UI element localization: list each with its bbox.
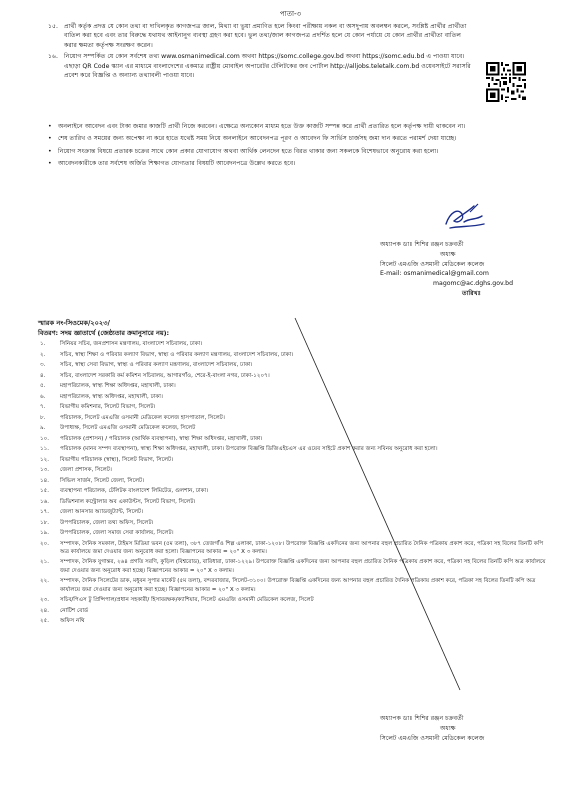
recipient-text: জেলা আনসার অ্যাডজুট্যান্ট, সিলেট। [60,509,144,515]
recipient-text: অফিস নথি [60,618,85,625]
recipient-number: ১২. [40,456,50,463]
recipient-number: ৮. [40,414,46,421]
bullet-icon: • [48,123,52,130]
recipient-text: সম্পাদক, দৈনিক সমকাল, টাইমস মিডিয়া ভবন (৫ম তলা), ৩৮৭ তেজগাঁও শিল্প এলাকা, ঢাকা-১২০৮। উপরোক্ত বিজ্ঞপ্তি একদিনের জন্য আপনার বহুল প্রচারিত দৈনিক পত্রিকায় প্রকাশ করে, পত্রিকা সহ বিলের তিনটি কপি অত্র কার্যালয়ে জমা দেওয়ার জন্য অনুরোধ করা হলো। বিজ্ঞাপনের আকার = ২০" X ৩ কলাম। [60,540,544,555]
recipient-number: ১৩. [40,467,50,473]
recipient-number: ১. [40,341,46,347]
date-label: তারিখঃ [462,289,481,297]
recipient-text: জেলা প্রশাসক, সিলেট। [60,467,112,473]
signatory-designation: অধ্যক্ষ [440,725,456,732]
recipient-text: মহাপরিচালক, স্বাস্থ্য অধিদপ্তর, মহাখালী, ঢাকা। [60,393,163,400]
bullet-icon: • [48,160,52,168]
bullet-text: অনলাইনে আবেদন এবং টাকা জমার কাজটি প্রার্থী নিজে করবেন। এক্ষেত্রে অন্যকোন মাধ্যম হতে উক্ত কাজটি সম্পন্ন করে প্রার্থী প্রতারিত হলে কর্তৃপক্ষ দায়ী থাকবেন না। [58,123,466,130]
signatory-email-primary: E-mail: osmanimedical@gmail.com [380,270,489,278]
recipient-text: বিভাগীয় কমিশনার, সিলেট বিভাগ, সিলেট। [60,404,156,410]
recipient-number: ৬. [40,393,46,400]
recipient-text: ডিভিশনাল কন্ট্রোলার অব একাউন্টস, সিলেট বিভাগ, সিলেট। [60,498,196,505]
recipient-text: সিভিল সার্জন, সিলেট জেলা, সিলেট। [60,477,145,484]
recipient-number: ১৫. [40,488,50,494]
bullet-text: আবেদনকারীকে তার সর্বশেষ অর্জিত শিক্ষাগত যোগ্যতার বিষয়টি আবেদনপত্রে উল্লেখ করতে হবে। [58,160,296,168]
recipient-number: ২০. [40,540,50,547]
distribution-title: বিতরণ: সদয় জ্ঞাতার্থে (জেষ্ঠ্যতার ক্রমানুসারে নয়): [38,329,170,337]
recipient-number: ১১. [40,446,50,452]
recipient-text: উপাধ্যক্ষ, সিলেট এমএজি ওসমানী মেডিকেল কলেজ, সিলেট [60,425,196,431]
bullet-icon: • [48,147,52,155]
recipient-text: মহাপরিচালক, স্বাস্থ্য শিক্ষা অধিদপ্তর, মহাখালী, ঢাকা। [60,383,176,389]
recipient-text: নোটিশ বোর্ড [60,607,89,614]
bullet-text: নিয়োগ সংক্রান্ত বিষয়ে প্রতারক চক্রের সাথে কোন প্রকার যোগাযোগ অথবা আর্থিক লেনদেন হতে বিরত থাকার জন্য সকলকে বিশেষভাবে অনুরোধ করা হলো। [58,147,439,155]
recipient-text: ব্যবস্থাপনা পরিচালক, টেলিটক বাংলাদেশ লিমিটেড, গুলশান, ঢাকা। [60,488,209,494]
recipient-number: ৫. [40,383,46,389]
recipient-number: ২৩. [40,597,50,604]
recipient-text: পরিচালক (মানব সম্পদ ব্যবস্থাপনা), স্বাস্থ্য শিক্ষা অধিদপ্তর, মহাখালী, ঢাকা। উপরোক্ত বিজ্ঞপ্তি ডিজিএইচএস এর ওয়েব সাইটে প্রকাশ করার জন্য সবিনয় অনুরোধ করা হলো। [60,446,438,452]
recipient-number: ১৮. [40,519,50,526]
recipient-number: ৭. [40,404,46,410]
bullet-text: শেষ তারিখ ও সময়ের জন্য অপেক্ষা না করে হাতে যথেষ্ট সময় নিয়ে অনলাইনে আবেদনপত্র পূরণ ও আবেদন ফি সার্ভিস চার্জসহ জমা দান করতে পরামর্শ দেয়া যাচ্ছে। [58,135,457,143]
recipient-text: উপপরিচালক, জেলা তথ্য অফিস, সিলেট। [60,519,154,526]
recipient-number: ২৫. [40,618,50,625]
recipient-text: সচিব/পিএস টু প্রিন্সিপাল/প্রধান সহকারী/ হিসাবরক্ষক/ক্যাশিয়ার, সিলেট এমএজি ওসমানী মেডিকেল কলেজ, সিলেট [60,597,314,604]
recipient-text: সচিব, স্বাস্থ্য শিক্ষা ও পরিবার কল্যাণ বিভাগ, স্বাস্থ্য ও পরিবার কল্যাণ মন্ত্রণালয়, বাংলাদেশ সচিবালয়, ঢাকা। [60,351,294,358]
page-number: পাতা-৩ [279,10,302,18]
bullet-icon: • [48,135,52,143]
signatory-name: অধ্যাপক ডাঃ শিশির রঞ্জন চক্রবর্তী [380,715,464,722]
recipient-text: সিনিয়র সচিব, জনপ্রশাসন মন্ত্রণালয়, বাংলাদেশ সচিবালয়, ঢাকা। [60,341,203,347]
recipient-number: ৯. [40,425,46,431]
signatory-office: সিলেট এমএজি ওসমানী মেডিকেল কলেজ [380,260,485,268]
memo-number: স্মারক নং-সিওমেক/২০২৩/ [38,319,110,327]
clause-number: ১৫. [48,23,58,30]
recipient-text: উপপরিচালক, জেলা সমাজ সেবা কার্যালয়, সিলেট। [60,530,174,536]
signatory-name: অধ্যাপক ডাঃ শিশির রঞ্জন চক্রবর্তী [380,241,464,248]
recipient-number: ১৭. [40,509,50,515]
recipient-text: সম্পাদক, দৈনিক যুগান্তর, ২৬৪ প্রগতি সরণি, কুড়িল (বিশ্বরোড), বারিধারা, ঢাকা-১২২৯। উপরোক্ত বিজ্ঞপ্তি একদিনের জন্য আপনার বহুল প্রচারিত দৈনিক পত্রিকায় প্রকাশ করে, পত্রিকা সহ বিলের তিনটি কপি অত্র কার্যালয়ে জমা দেওয়ার জন্য অনুরোধ করা হচ্ছে। বিজ্ঞাপনের আকার = ২০" X ৩ কলাম। [60,559,546,574]
recipient-text: বিভাগীয় পরিচালক (স্বাস্থ্য), সিলেট বিভাগ, সিলেট। [60,456,174,463]
recipient-text: সচিব, বাংলাদেশ সরকারি কর্ম কমিশন সচিবালয়, আগারগাঁও, শেরে-ই-বাংলা নগর, ঢাকা-১২০৭। [60,372,270,379]
recipient-text: সম্পাদক, দৈনিক সিলেটের ডাক, মধুবন সুপার মার্কেট (৫ম তলা), বন্দরবাজার, সিলেট-৩১০০। উপরোক্ত বিজ্ঞপ্তি একদিনের জন্য আপনার বহুল প্রচারিত দৈনিক পত্রিকায় প্রকাশ করে, পত্রিকা সহ বিলের তিনটি কপি অত্র কার্যালয়ে জমা দেওয়ার জন্য অনুরোধ করা হচ্ছে। বিজ্ঞাপনের আকার = ২০" X ৩ কলাম। [60,578,536,593]
signatory-office: সিলেট এমএজি ওসমানী মেডিকেল কলেজ [380,735,485,742]
recipient-text: সচিব, স্বাস্থ্য সেবা বিভাগ, স্বাস্থ্য ও পরিবার কল্যাণ মন্ত্রণালয়, বাংলাদেশ সচিবালয়, ঢাকা। [60,362,253,368]
recipient-number: ১৯. [40,530,50,536]
recipient-number: ২৪. [40,607,50,614]
clause-text: নিয়োগ সম্পর্কিত যে কোন সর্বশেষ তথ্য www.osmanimedical.com অথবা https://somc.college.gov.bd অথবা https://somc.edu.bd এ পাওয়া যাবে। এছাড়া QR Code স্ক্যান এর মাধ্যমে বাংলাদেশের একমাত্র রাষ্ট্রীয় মোবাইল অপারেটর টেলিটকের জব পোর্টাল http://alljobs.teletalk.com.bd ওয়েবসাইটে সরাসরি প্রবেশ করে বিজ্ঞপ্তি ও অন্যান্য তথ্যাবলী পাওয়া যাবে। [64,53,471,80]
recipient-text: পরিচালক, সিলেট এমএজি ওসমানী মেডিকেল কলেজ হাসপাতাল, সিলেট। [60,414,225,421]
recipient-number: ৪. [40,372,46,379]
signature-block-footer [380,714,570,744]
recipient-number: ২১. [40,559,50,566]
recipient-number: ১৬. [40,498,50,505]
clause-number: ১৬. [48,53,59,61]
signatory-designation: অধ্যক্ষ [440,250,456,258]
recipient-number: ১৪. [40,477,50,484]
recipient-text: পরিচালক (প্রশাসন) / পরিচালক (আর্থিক ব্যবস্থাপনা), স্বাস্থ্য শিক্ষা অধিদপ্তর, মহাখালী, ঢাকা। [60,435,263,442]
recipient-number: ৩. [40,362,46,368]
recipient-number: ১০. [40,435,50,442]
recipient-number: ২. [40,351,46,358]
clause-text: প্রার্থী কর্তৃক প্রদত্ত যে কোন তথ্য বা দাখিলকৃত কাগজপত্র জাল, মিথ্যা বা ভুয়া প্রমাণিত হলে কিংবা পরীক্ষায় নকল বা অসদুপায় অবলম্বন করলে, সংশ্লিষ্ট প্রার্থীর প্রার্থীতা বাতিল করা হবে এবং তার বিরুদ্ধে যথাযথ আইনানুগ ব্যবস্থা গ্রহণ করা হবে। ভুল তথ্য/জাল কাগজপত্র প্রদর্শিত হলে যে কোন পর্যায়ে যে কোন প্রার্থীর প্রার্থীতা বাতিল করার ক্ষমতা কর্তৃপক্ষ সংরক্ষণ করেন। [64,23,467,49]
signatory-email-secondary: magomc@ac.dghs.gov.bd [433,280,513,288]
recipient-number: ২২. [40,578,50,585]
